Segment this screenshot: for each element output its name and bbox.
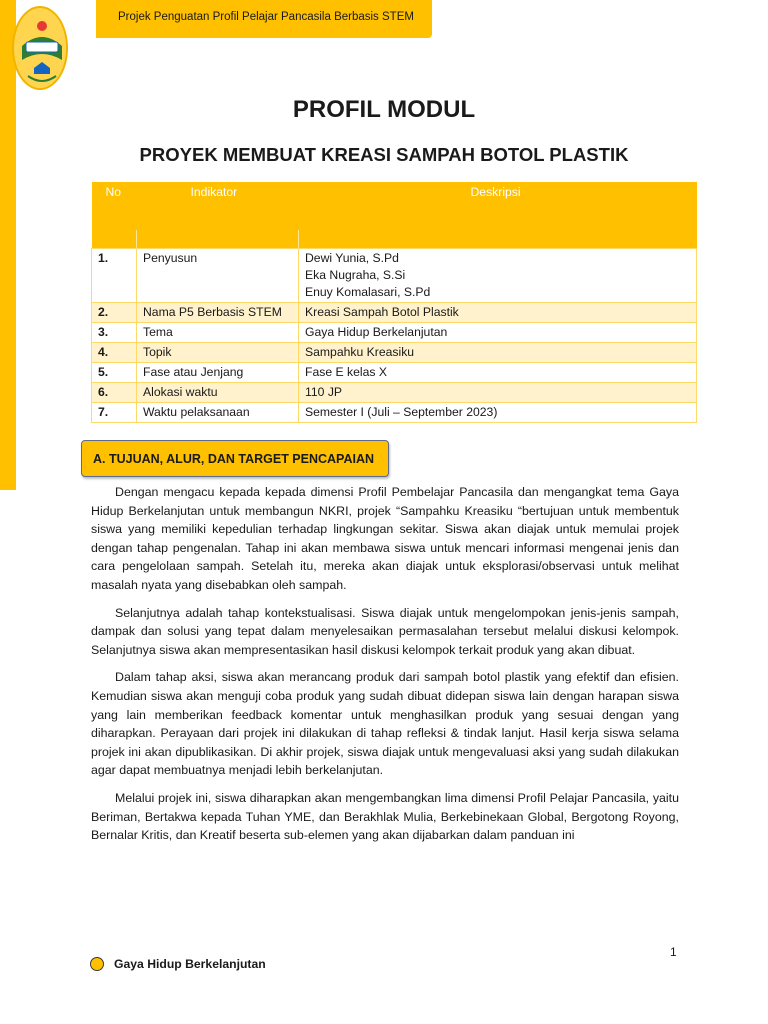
row-indicator: Tema bbox=[137, 322, 299, 342]
table-row bbox=[92, 322, 697, 342]
section-heading-box bbox=[81, 440, 389, 477]
row-description: Sampahku Kreasiku bbox=[299, 342, 697, 362]
page-title: PROFIL MODUL bbox=[292, 96, 476, 123]
row-description: Kreasi Sampah Botol Plastik bbox=[299, 302, 697, 322]
author-name: Enuy Komalasari, S.Pd bbox=[305, 284, 431, 299]
row-description: Semester I (Juli – September 2023) bbox=[299, 402, 697, 422]
page-subtitle: PROYEK MEMBUAT KREASI SAMPAH BOTOL PLASTIK bbox=[139, 144, 629, 165]
row-description: Fase E kelas X bbox=[299, 362, 697, 382]
row-number: 5. bbox=[92, 362, 137, 382]
table-header-row bbox=[92, 182, 697, 230]
table-row bbox=[92, 362, 697, 382]
paragraph: Dengan mengacu kepada kepada dimensi Profil Pembelajar Pancasila dan mengangkat tema Gaya Hidup Berkelanjutan untuk membangun NKRI, projek “Sampahku Kreasiku “bertujuan untuk membentuk siswa yang memiliki kepedulian terhadap lingkungan sekitar. Siswa akan diajak untuk memulai projek dengan tahap pengenalan. Tahap ini akan membawa siswa untuk mencari informasi mengenai jenis dan cara pengelolaan sampah. Setelah itu, mereka akan diajak untuk eksplorasi/observasi untuk melihat masalah nyata yang disebabkan oleh sampah. bbox=[91, 485, 679, 592]
author-name: Eka Nugraha, S.Si bbox=[305, 267, 406, 282]
profile-table bbox=[91, 182, 697, 423]
column-header-no: No bbox=[92, 182, 137, 230]
school-logo bbox=[12, 6, 68, 90]
row-number: 4. bbox=[92, 342, 137, 362]
row-number: 6. bbox=[92, 382, 137, 402]
page-number: 1 bbox=[670, 945, 677, 959]
table-header-spacer bbox=[92, 230, 697, 248]
row-number: 1. bbox=[92, 248, 137, 302]
body-text bbox=[91, 483, 679, 854]
table-row bbox=[92, 248, 697, 302]
row-indicator: Nama P5 Berbasis STEM bbox=[137, 302, 299, 322]
column-header-indikator: Indikator bbox=[137, 182, 299, 230]
row-number: 2. bbox=[92, 302, 137, 322]
column-header-deskripsi: Deskripsi bbox=[299, 182, 697, 230]
table-row bbox=[92, 342, 697, 362]
row-indicator: Waktu pelaksanaan bbox=[137, 402, 299, 422]
paragraph: Dalam tahap aksi, siswa akan merancang produk dari sampah botol plastik yang efektif dan efisien. Kemudian siswa akan menguji coba produk yang sudah dibuat didepan siswa lain dengan harapan siswa yang lain memberikan feedback komentar untuk menghasilkan produk yang sesuai dengan yang diharapkan. Perayaan dari projek ini dilakukan di tahap refleksi & tindak lanjut. Hasil kerja siswa selama projek ini akan dipublikasikan. Di akhir projek, siswa diajak untuk mengevaluasi aksi yang sudah dilakukan agar dapat membuatnya menjadi lebih berkelanjutan. bbox=[91, 670, 679, 778]
section-heading: A. TUJUAN, ALUR, DAN TARGET PENCAPAIAN bbox=[93, 452, 375, 466]
header-banner-text: Projek Penguatan Profil Pelajar Pancasila Berbasis STEM bbox=[118, 11, 414, 23]
footer-theme-label: Gaya Hidup Berkelanjutan bbox=[114, 957, 266, 971]
circle-bullet-icon bbox=[90, 957, 104, 971]
row-indicator: Fase atau Jenjang bbox=[137, 362, 299, 382]
table-row bbox=[92, 302, 697, 322]
row-description: Gaya Hidup Berkelanjutan bbox=[299, 322, 697, 342]
left-accent-bar bbox=[0, 0, 16, 490]
row-description: 110 JP bbox=[299, 382, 697, 402]
paragraph: Selanjutnya adalah tahap kontekstualisasi. Siswa diajak untuk mengelompokan jenis-jenis sampah, dampak dan solusi yang tepat dalam menyelesaikan permasalahan tersebut melalui diskusi kelompok. Selanjutnya siswa akan mempresentasikan hasil diskusi kelompok terkait produk yang akan dibuat. bbox=[91, 605, 679, 657]
paragraph: Melalui projek ini, siswa diharapkan akan mengembangkan lima dimensi Profil Pelajar Pancasila, yaitu Beriman, Bertakwa kepada Tuhan YME, dan Berakhlak Mulia, Berkebinekaan Global, Bergotong Royong, Bernalar Kritis, dan Kreatif beserta sub-elemen yang akan dijabarkan dalam panduan ini bbox=[91, 790, 679, 843]
row-description bbox=[299, 248, 697, 302]
row-number: 7. bbox=[92, 402, 137, 422]
row-number: 3. bbox=[92, 322, 137, 342]
row-indicator: Alokasi waktu bbox=[137, 382, 299, 402]
row-indicator: Penyusun bbox=[137, 248, 299, 302]
table-row bbox=[92, 382, 697, 402]
table-row bbox=[92, 402, 697, 422]
author-name: Dewi Yunia, S.Pd bbox=[305, 250, 399, 265]
footer bbox=[90, 956, 266, 972]
row-indicator: Topik bbox=[137, 342, 299, 362]
